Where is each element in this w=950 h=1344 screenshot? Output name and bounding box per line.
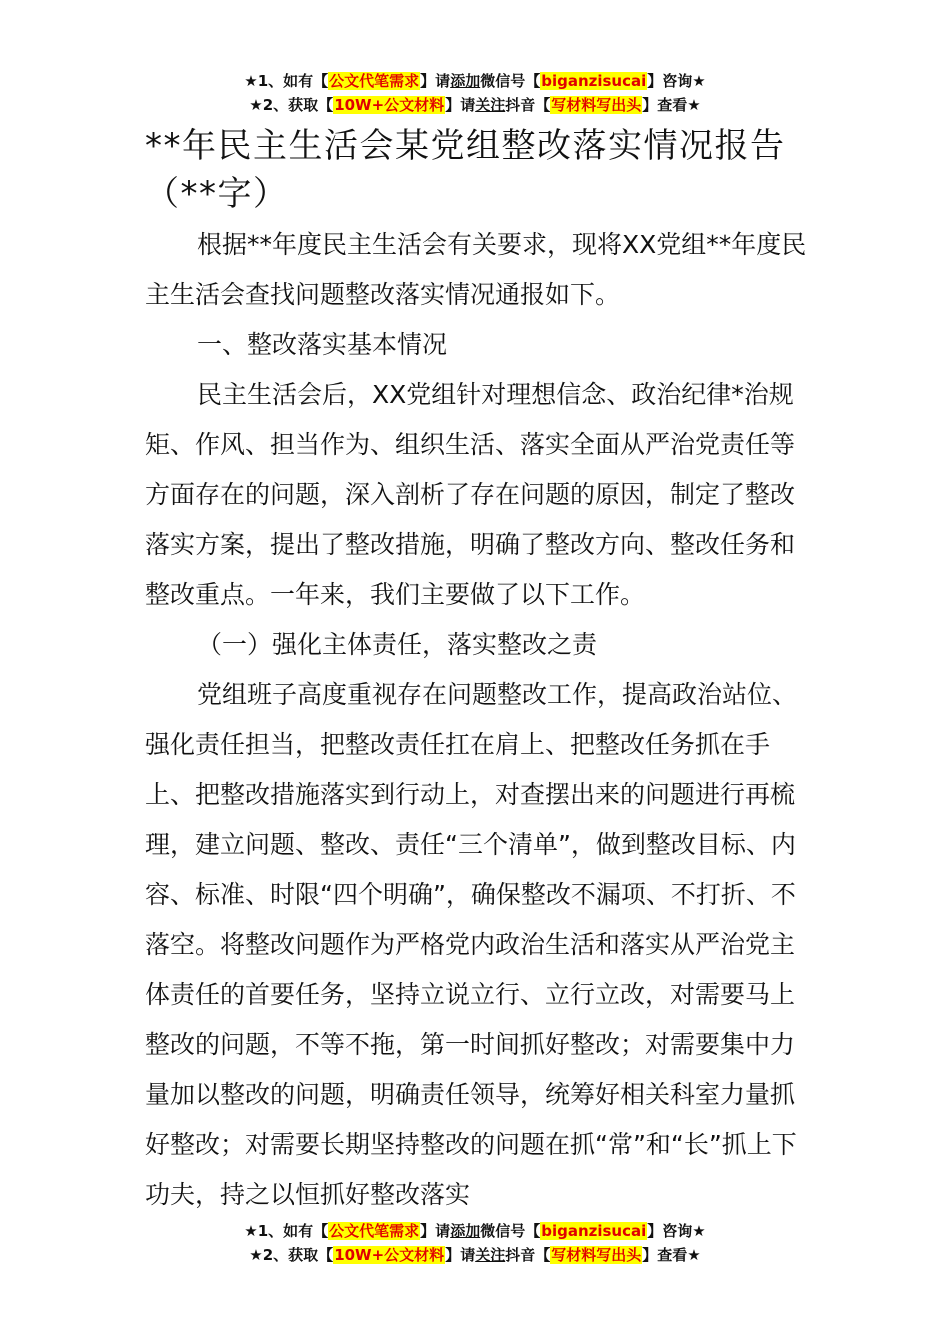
intro-paragraph: 根据**年度民主生活会有关要求，现将XX党组**年度民主生活会查找问题整改落实情况通报如下。 [145, 230, 807, 309]
header-line-2: ★2、获取【10W+公文材料】请关注抖音【写材料写出头】查看★ [249, 96, 701, 114]
douyin-account: 写材料写出头 [551, 1246, 642, 1264]
header-line-1: ★1、如有【公文代笔需求】请添加微信号【biganzisucai】咨询★ [244, 72, 706, 90]
highlight-text: 10W+公文材料 [334, 96, 445, 114]
footer-line-1: ★1、如有【公文代笔需求】请添加微信号【biganzisucai】咨询★ [244, 1222, 706, 1240]
subsection-heading: （一）强化主体责任，落实整改之责 [197, 630, 598, 659]
body-paragraph: 民主生活会后，XX党组针对理想信念、政治纪律*治规矩、作风、担当作为、组织生活、落实全面从严治党责任等方面存在的问题，深入剖析了存在问题的原因，制定了整改落实方案，提出了整改措施，明确了整改方向、整改任务和整改重点。一年来，我们主要做了以下工作。 [145, 380, 796, 609]
highlight-text: 公文代笔需求 [329, 1222, 420, 1240]
highlight-text: 10W+公文材料 [334, 1246, 445, 1264]
document-title: **年民主生活会某党组整改落实情况报告（**字） [145, 126, 786, 214]
douyin-account: 写材料写出头 [551, 96, 642, 114]
section-heading: 一、整改落实基本情况 [197, 330, 448, 359]
wechat-id: biganzisucai [541, 1222, 647, 1240]
highlight-text: 公文代笔需求 [329, 72, 420, 90]
footer-line-2: ★2、获取【10W+公文材料】请关注抖音【写材料写出头】查看★ [249, 1246, 701, 1264]
body-paragraph: 党组班子高度重视存在问题整改工作，提高政治站位、强化责任担当，把整改责任扛在肩上、把整改任务抓在手上、把整改措施落实到行动上，对查摆出来的问题进行再梳理，建立问题、整改、责任“三个清单”，做到整改目标、内容、标准、时限“四个明确”，确保整改不漏项、不打折、不落空。将整改问题作为严格党内政治生活和落实从严治党主体责任的首要任务，坚持立说立行、立行立改，对需要马上整改的问题，不等不拖，第一时间抓好整改；对需要集中力量加以整改的问题，明确责任领导，统筹好相关科室力量抓好整改；对需要长期坚持整改的问题在抓“常”和“长”抓上下功夫，持之以恒抓好整改落实 [145, 680, 798, 1209]
wechat-id: biganzisucai [541, 72, 647, 90]
